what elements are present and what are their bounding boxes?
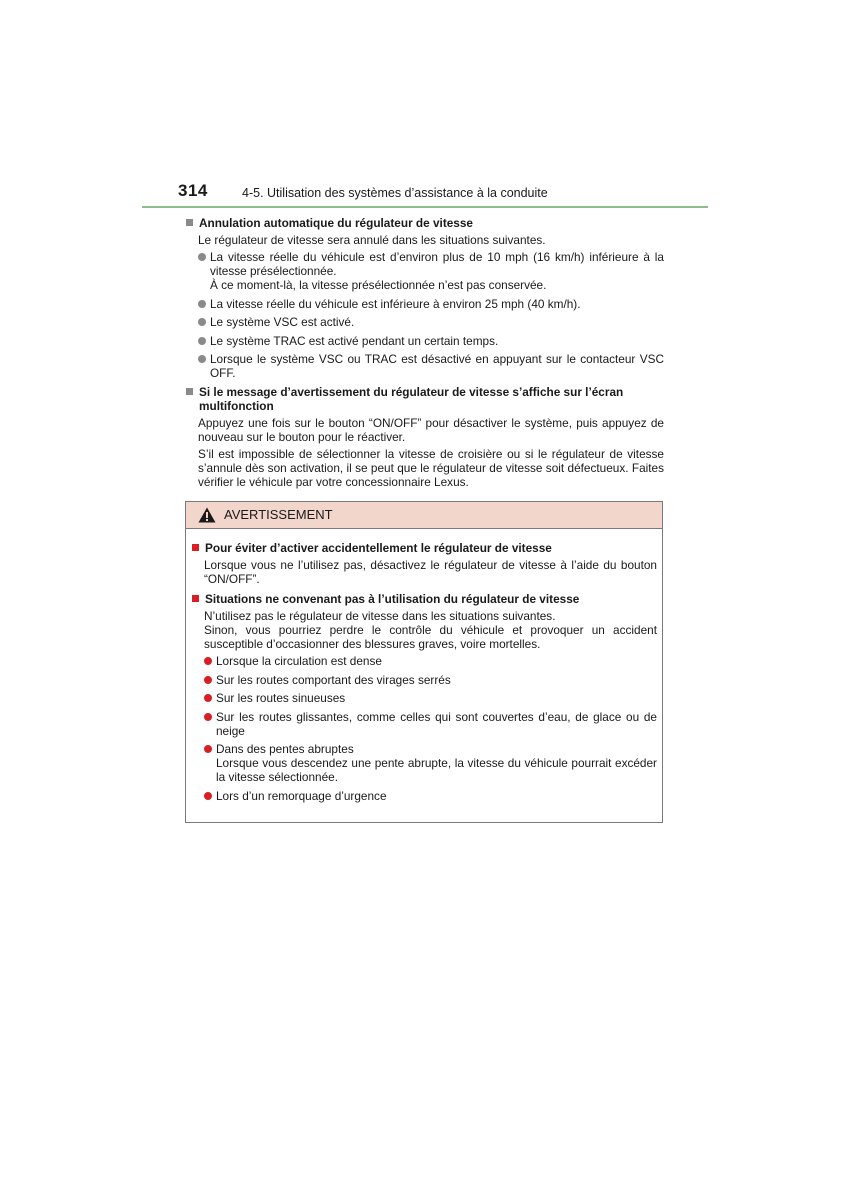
header-divider: [142, 206, 708, 208]
heading-text: Annulation automatique du régulateur de vitesse: [199, 216, 473, 230]
list-item-text: Lorsque le système VSC ou TRAC est désactivé en appuyant sur le contacteur VSC OFF.: [210, 352, 664, 380]
warning-heading: [190, 541, 657, 555]
list-item: [204, 673, 657, 687]
paragraph: Appuyez une fois sur le bouton “ON/OFF” pour désactiver le système, puis appuyez de nouveau sur le bouton pour le réactiver.: [198, 415, 664, 444]
main-content: [184, 216, 664, 492]
red-bullet-dot-icon: [204, 676, 212, 684]
warning-triangle-icon: [198, 507, 216, 523]
page-header: [0, 0, 848, 210]
square-bullet-icon: [186, 388, 193, 395]
section-title: 4-5. Utilisation des systèmes d’assistance à la conduite: [242, 186, 548, 200]
list-item-note: À ce moment-là, la vitesse présélectionnée n’est pas conservée.: [210, 278, 547, 292]
bullet-dot-icon: [198, 300, 206, 308]
red-bullet-dot-icon: [204, 713, 212, 721]
paragraph: N’utilisez pas le régulateur de vitesse dans les situations suivantes.: [204, 609, 556, 623]
list-item: [204, 742, 657, 784]
paragraph: Lorsque vous ne l’utilisez pas, désactivez le régulateur de vitesse à l’aide du bouton “ON/OFF”.: [204, 558, 657, 586]
list-item: [198, 297, 664, 311]
list-item: [204, 789, 657, 803]
red-bullet-dot-icon: [204, 745, 212, 753]
bullet-dot-icon: [198, 253, 206, 261]
list-item: [204, 691, 657, 705]
page-number: 314: [178, 181, 208, 200]
square-bullet-icon: [186, 219, 193, 226]
heading-text: Si le message d’avertissement du régulateur de vitesse s’affiche sur l’écran multifonction: [199, 384, 624, 413]
list-item-note: Lorsque vous descendez une pente abrupte, la vitesse du véhicule pourrait excéder la vitesse sélectionnée.: [216, 756, 657, 784]
bullet-dot-icon: [198, 318, 206, 326]
red-bullet-dot-icon: [204, 694, 212, 702]
list-item: [198, 250, 664, 292]
warning-heading: [190, 592, 657, 606]
list-item-text: Le système TRAC est activé pendant un certain temps.: [210, 333, 499, 348]
red-bullet-dot-icon: [204, 657, 212, 665]
list-item-text: Dans des pentes abruptes: [216, 742, 354, 756]
paragraph: Sinon, vous pourriez perdre le contrôle du véhicule et provoquer un accident susceptible d’occasionner des blessures graves, voire mortelles.: [204, 623, 657, 651]
list-item-text: Lors d’un remorquage d’urgence: [216, 788, 387, 803]
list-item: [198, 352, 664, 380]
warning-header: [186, 502, 662, 529]
list-item-text: La vitesse réelle du véhicule est d’environ plus de 10 mph (16 km/h) inférieure à la vitesse présélectionnée.: [210, 250, 664, 278]
bullet-dot-icon: [198, 337, 206, 345]
red-square-bullet-icon: [192, 544, 199, 551]
list-item-text: Sur les routes sinueuses: [216, 691, 346, 705]
list-item-text: La vitesse réelle du véhicule est inférieure à environ 25 mph (40 km/h).: [210, 296, 581, 311]
red-square-bullet-icon: [192, 595, 199, 602]
bullet-dot-icon: [198, 355, 206, 363]
bullet-list: [184, 250, 664, 380]
list-item-text: Le système VSC est activé.: [210, 315, 355, 329]
warning-body: [186, 529, 662, 803]
heading-text: Pour éviter d’activer accidentellement le régulateur de vitesse: [205, 541, 552, 555]
list-item: [204, 710, 657, 738]
list-item: [198, 334, 664, 348]
section-heading: [184, 216, 664, 230]
red-bullet-dot-icon: [204, 792, 212, 800]
list-item-text: Sur les routes comportant des virages serrés: [216, 672, 451, 687]
list-item: [204, 654, 657, 668]
warning-bullet-list: [190, 654, 657, 803]
paragraph: S’il est impossible de sélectionner la vitesse de croisière ou si le régulateur de vitesse s’annule dès son activation, il se peut que le régulateur de vitesse soit défectueux. Faites vérifier le véhicule par votre concessionnaire Lexus.: [198, 446, 664, 489]
warning-title: AVERTISSEMENT: [224, 507, 333, 522]
warning-box: [185, 501, 663, 823]
list-item-text: Lorsque la circulation est dense: [216, 654, 382, 668]
list-item-text: Sur les routes glissantes, comme celles qui sont couvertes d’eau, de glace ou de neige: [216, 709, 657, 738]
section-heading: [184, 385, 664, 413]
list-item: [198, 315, 664, 329]
paragraph: Le régulateur de vitesse sera annulé dans les situations suivantes.: [198, 233, 546, 247]
heading-text: Situations ne convenant pas à l’utilisation du régulateur de vitesse: [205, 592, 580, 606]
